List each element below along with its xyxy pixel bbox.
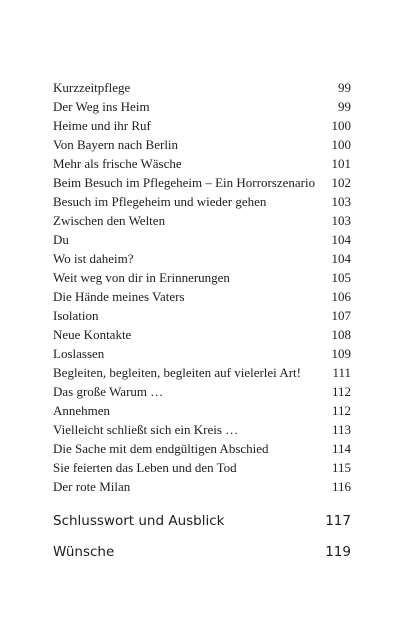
toc-entry-title: Das große Warum … bbox=[53, 384, 164, 399]
toc-entry-page: 106 bbox=[331, 289, 351, 304]
toc-entry bbox=[53, 325, 351, 345]
toc-entry-title: Die Sache mit dem endgültigen Abschied bbox=[53, 441, 269, 456]
toc-entry-page: 100 bbox=[331, 118, 351, 133]
toc-entry-page: 104 bbox=[331, 251, 351, 266]
toc-entry-page: 104 bbox=[331, 232, 351, 247]
toc-entry-title: Heime und ihr Ruf bbox=[53, 118, 151, 133]
toc-entry bbox=[53, 401, 351, 421]
toc-entry-title: Der Weg ins Heim bbox=[53, 99, 150, 114]
toc-entry-page: 108 bbox=[331, 327, 351, 342]
toc-section-title: Wünsche bbox=[53, 544, 115, 560]
toc-entry bbox=[53, 420, 351, 440]
toc-entry bbox=[53, 192, 351, 212]
toc-entry-title: Vielleicht schließt sich ein Kreis … bbox=[53, 422, 239, 437]
toc-entry bbox=[53, 477, 351, 497]
toc-entry-page: 100 bbox=[331, 137, 351, 152]
toc-entry bbox=[53, 135, 351, 155]
toc-section-title: Schlusswort und Ausblick bbox=[53, 513, 225, 529]
toc-entry bbox=[53, 344, 351, 364]
toc-entry-page: 101 bbox=[331, 156, 351, 171]
toc-entry-title: Besuch im Pflegeheim und wieder gehen bbox=[53, 194, 267, 209]
toc-entry-page: 102 bbox=[331, 175, 351, 190]
toc-entry-title: Sie feierten das Leben und den Tod bbox=[53, 460, 237, 475]
toc-entry bbox=[53, 116, 351, 136]
toc-entry-title: Kurzzeitpflege bbox=[53, 80, 131, 95]
toc-entry-title: Annehmen bbox=[53, 403, 111, 418]
toc-entry bbox=[53, 173, 351, 193]
toc-entry-page: 103 bbox=[331, 213, 351, 228]
toc-entry-title: Loslassen bbox=[53, 346, 105, 361]
toc-entry-page: 112 bbox=[331, 384, 351, 399]
toc-entry-title: Weit weg von dir in Erinnerungen bbox=[53, 270, 230, 285]
toc-entry bbox=[53, 230, 351, 250]
toc-entry bbox=[53, 78, 351, 98]
toc-entry-title: Wo ist daheim? bbox=[53, 251, 134, 266]
toc-entry bbox=[53, 382, 351, 402]
toc-entry-page: 99 bbox=[338, 80, 351, 95]
toc-entry bbox=[53, 458, 351, 478]
toc-entry bbox=[53, 249, 351, 269]
toc-entry-title: Du bbox=[53, 232, 69, 247]
toc-entry bbox=[53, 97, 351, 117]
toc-entry bbox=[53, 363, 351, 383]
toc-entry-page: 113 bbox=[331, 422, 351, 437]
toc-entry-title: Von Bayern nach Berlin bbox=[53, 137, 179, 152]
toc-entry bbox=[53, 306, 351, 326]
toc-section-page: 117 bbox=[325, 513, 351, 529]
toc-entry-page: 103 bbox=[331, 194, 351, 209]
toc-section-entry bbox=[53, 510, 351, 532]
toc-entry-page: 114 bbox=[331, 441, 351, 456]
toc-entry-page: 111 bbox=[332, 365, 351, 380]
toc-entry-title: Der rote Milan bbox=[53, 479, 131, 494]
toc-section-entry bbox=[53, 541, 351, 563]
toc-entry-title: Die Hände meines Vaters bbox=[53, 289, 185, 304]
toc-entry-page: 107 bbox=[331, 308, 351, 323]
toc-entry-title: Begleiten, begleiten, begleiten auf vielerlei Art! bbox=[53, 365, 301, 380]
toc-entry-page: 109 bbox=[331, 346, 351, 361]
toc-entry-title: Mehr als frische Wäsche bbox=[53, 156, 182, 171]
toc-entry-title: Isolation bbox=[53, 308, 99, 323]
toc-entry bbox=[53, 439, 351, 459]
toc-section-page: 119 bbox=[325, 544, 351, 560]
toc-entry bbox=[53, 211, 351, 231]
toc-entry bbox=[53, 287, 351, 307]
toc-entry-page: 116 bbox=[331, 479, 351, 494]
toc-entry bbox=[53, 268, 351, 288]
toc-entry-page: 105 bbox=[331, 270, 351, 285]
toc-entry-page: 115 bbox=[331, 460, 351, 475]
toc-entry-page: 112 bbox=[331, 403, 351, 418]
toc-entry-title: Zwischen den Welten bbox=[53, 213, 166, 228]
toc-entry-title: Neue Kontakte bbox=[53, 327, 132, 342]
toc-entry bbox=[53, 154, 351, 174]
toc-entry-page: 99 bbox=[338, 99, 351, 114]
toc-entry-title: Beim Besuch im Pflegeheim – Ein Horrorszenario bbox=[53, 175, 316, 190]
